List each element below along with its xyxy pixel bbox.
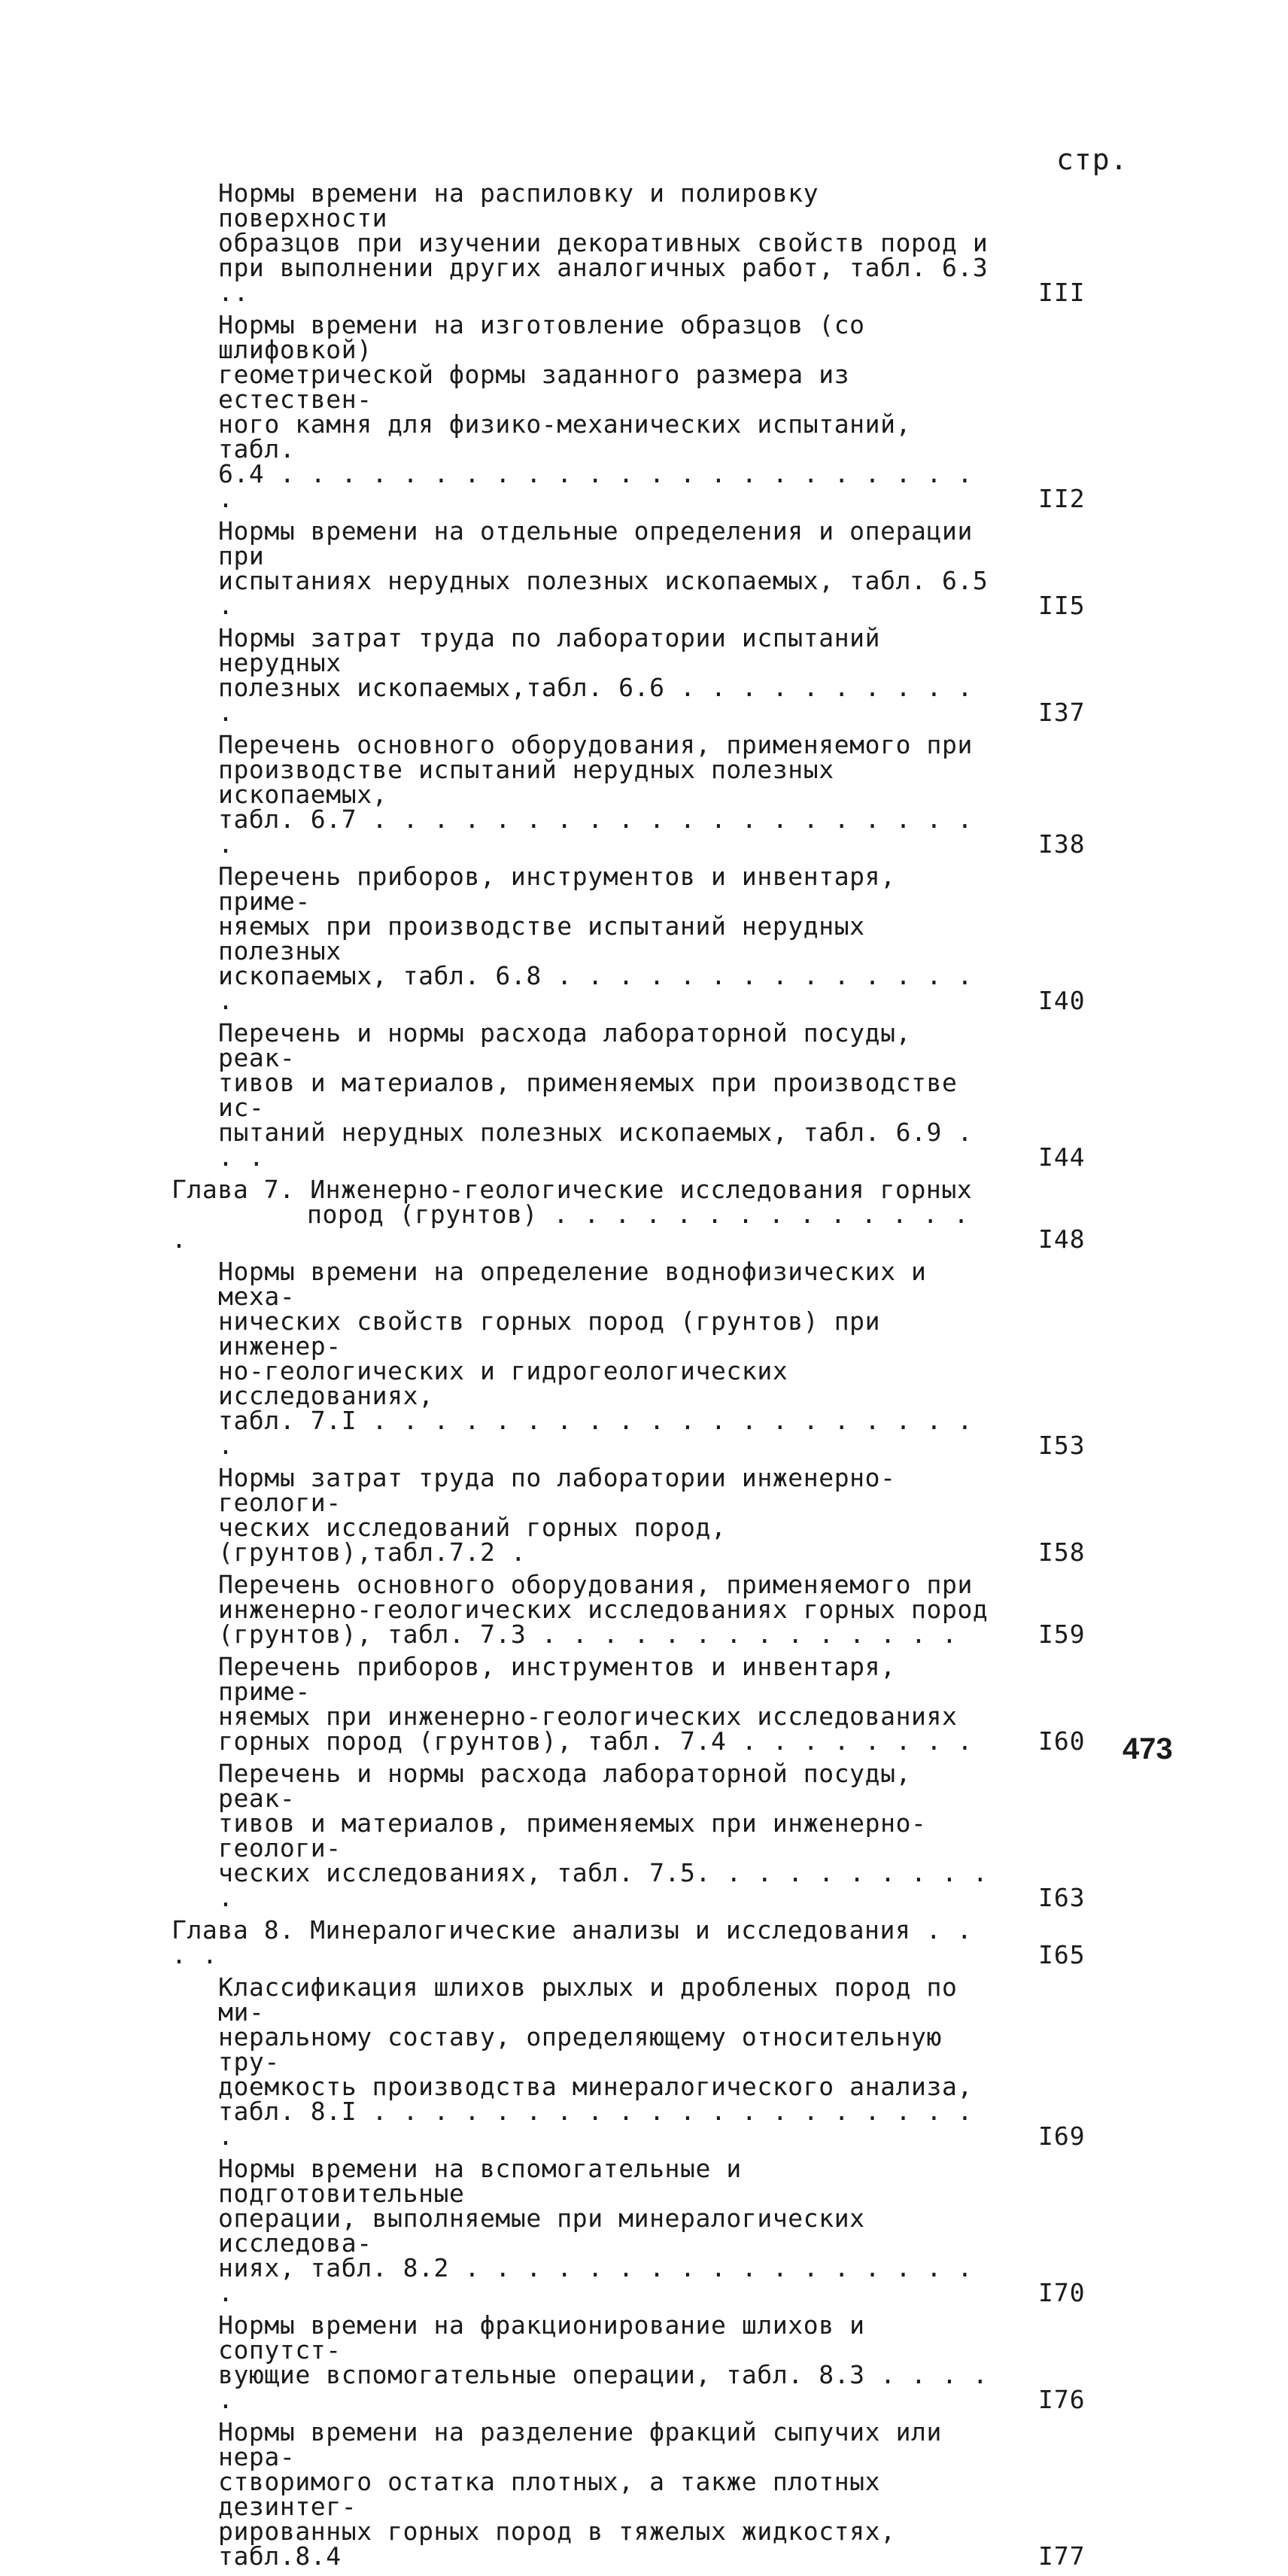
toc-entry-page: I65 [1038,1940,1086,1969]
toc-entry-page: I37 [1038,698,1086,727]
toc-entry [172,1761,1121,1910]
toc-entry-title: Перечень приборов, инструментов и инвентаря, приме- няемых при производстве испытаний нерудных полезных ископаемых, табл. 6.8 . . . . . . . . . . . . . . . [218,862,973,1015]
toc-entry-title: Перечень основного оборудования, применяемого при инженерно-геологических исследованиях горных пород (грунтов), табл. 7.3 . . . . . . . . . . . . . . [218,1570,989,1649]
toc-entry-page: I60 [1038,1726,1086,1756]
toc-chapter-entry [172,1915,1121,1969]
toc-entry [172,1465,1121,1565]
toc-entry-title: Классификация шлихов рыхлых и дробленых пород по ми- неральному составу, определяющему относительную тру- доемкость производства минералогического анализа, табл. 8.I . . . . . . . . . . . . . . . . . . . . . [218,1972,973,2151]
toc-entry-title: Нормы времени на разделение фракций сыпучих или нера- створимого остатка плотных, а также плотных дезинтег- рированных горных пород в тяжелых жидкостях, табл.8.4 [218,2417,942,2571]
toc-entry-page: I59 [1038,1620,1086,1649]
toc-entry-page: I38 [1038,829,1086,859]
toc-entry-page: III [1038,278,1086,307]
toc-entry [172,1259,1121,1458]
toc-entry [172,312,1121,511]
toc-entry-title-continuation: пород (грунтов) . . . . . . . . . . . . . . . [172,1200,970,1254]
toc-entry-title: Нормы затрат труда по лаборатории инженерно-геологи- ческих исследований горных пород,(грунтов),табл.7.2 . [218,1463,896,1567]
toc-entry-title: Перечень основного оборудования, применяемого при производстве испытаний нерудных полезных ископаемых, табл. 6.7 . . . . . . . . . . . . . . . . . . . . . [218,730,973,859]
toc-entry-page: II2 [1038,484,1086,513]
toc-entry [172,516,1121,620]
toc-entry-title: Перечень и нормы расхода лабораторной посуды, реак- тивов и материалов, применяемых при производстве ис- пытаний нерудных полезных ископаемых, табл. 6.9 . . . [218,1018,973,1172]
toc-entry [172,1572,1121,1647]
toc-entry-title: Перечень и нормы расхода лабораторной посуды, реак- тивов и материалов, применяемых при инженерно-геологи- ческих исследованиях, табл. 7.5. . . . . . . . . . . [218,1759,989,1912]
toc-entry-title: Нормы времени на отдельные определения и операции при испытаниях нерудных полезных ископаемых, табл. 6.5 . [218,516,989,620]
toc-entry [172,2417,1121,2571]
toc-entry-title: Нормы времени на вспомогательные и подготовительные операции, выполняемые при минералогических исследова- ниях, табл. 8.2 . . . . . . . . . . . . . . . . . . [218,2154,973,2307]
toc-entry [172,1972,1121,2151]
toc-entry-page: I53 [1038,1431,1086,1460]
toc-entry [172,864,1121,1013]
toc-entry-page: II5 [1038,591,1086,620]
toc-entry [172,730,1121,859]
toc-entry-page: I40 [1038,986,1086,1015]
toc-entry-title: Нормы времени на фракционирование шлихов и сопутст- вующие вспомогательные операции, табл. 8.3 . . . . . [218,2310,989,2414]
toc-entry-page: I63 [1038,1883,1086,1912]
toc-entry-page: I69 [1038,2121,1086,2151]
page-number: 473 [1122,1732,1173,1765]
toc-chapter-entry [172,1177,1121,1252]
toc-entry-page: I70 [1038,2278,1086,2307]
toc-entry-page: I77 [1038,2541,1086,2571]
toc-entry [172,2310,1121,2414]
toc-entry-page: I58 [1038,1537,1086,1567]
toc-entry [172,1018,1121,1172]
toc-entry-title: Перечень приборов, инструментов и инвентаря, приме- няемых при инженерно-геологических исследованиях горных пород (грунтов), табл. 7.4 . . . . . . . . [218,1652,973,1756]
toc-entry-page: I76 [1038,2385,1086,2414]
toc-entry [172,178,1121,307]
toc-entry-title: Нормы времени на определение воднофизических и меха- нических свойств горных пород (грунтов) при инженер- но-геологических и гидрогеологических исследованиях, табл. 7.I . . . . . . . . . . . . . . . . . . . . . [218,1257,973,1460]
toc-entry-title: Нормы затрат труда по лаборатории испытаний нерудных полезных ископаемых,табл. 6.6 . . . . . . . . . . . [218,623,973,727]
toc-entry-title: Глава 8. Минералогические анализы и исследования . . . . [172,1915,973,1969]
toc-entry-title: Нормы времени на изготовление образцов (со шлифовкой) геометрической формы заданного размера из естествен- ного камня для физико-механических испытаний, табл. 6.4 . . . . . . . . . . . . . . . . . . . . . . . . [218,310,973,513]
toc-entry-title: Глава 7. Инженерно-геологические исследования горных пород (грунтов) . . . . . . . . . . . . . . . [172,1175,973,1254]
table-of-contents [172,178,1121,2576]
toc-entry-title: Нормы времени на распиловку и полировку поверхности образцов при изучении декоративных свойств пород и при выполнении других аналогичных работ, табл. 6.3 .. [218,178,989,307]
toc-entry-page: I48 [1038,1224,1086,1254]
toc-entry [172,2156,1121,2305]
toc-entry [172,1652,1121,1756]
toc-entry [172,625,1121,725]
page-column-label: стр. [1056,143,1129,176]
toc-entry-page: I44 [1038,1142,1086,1172]
